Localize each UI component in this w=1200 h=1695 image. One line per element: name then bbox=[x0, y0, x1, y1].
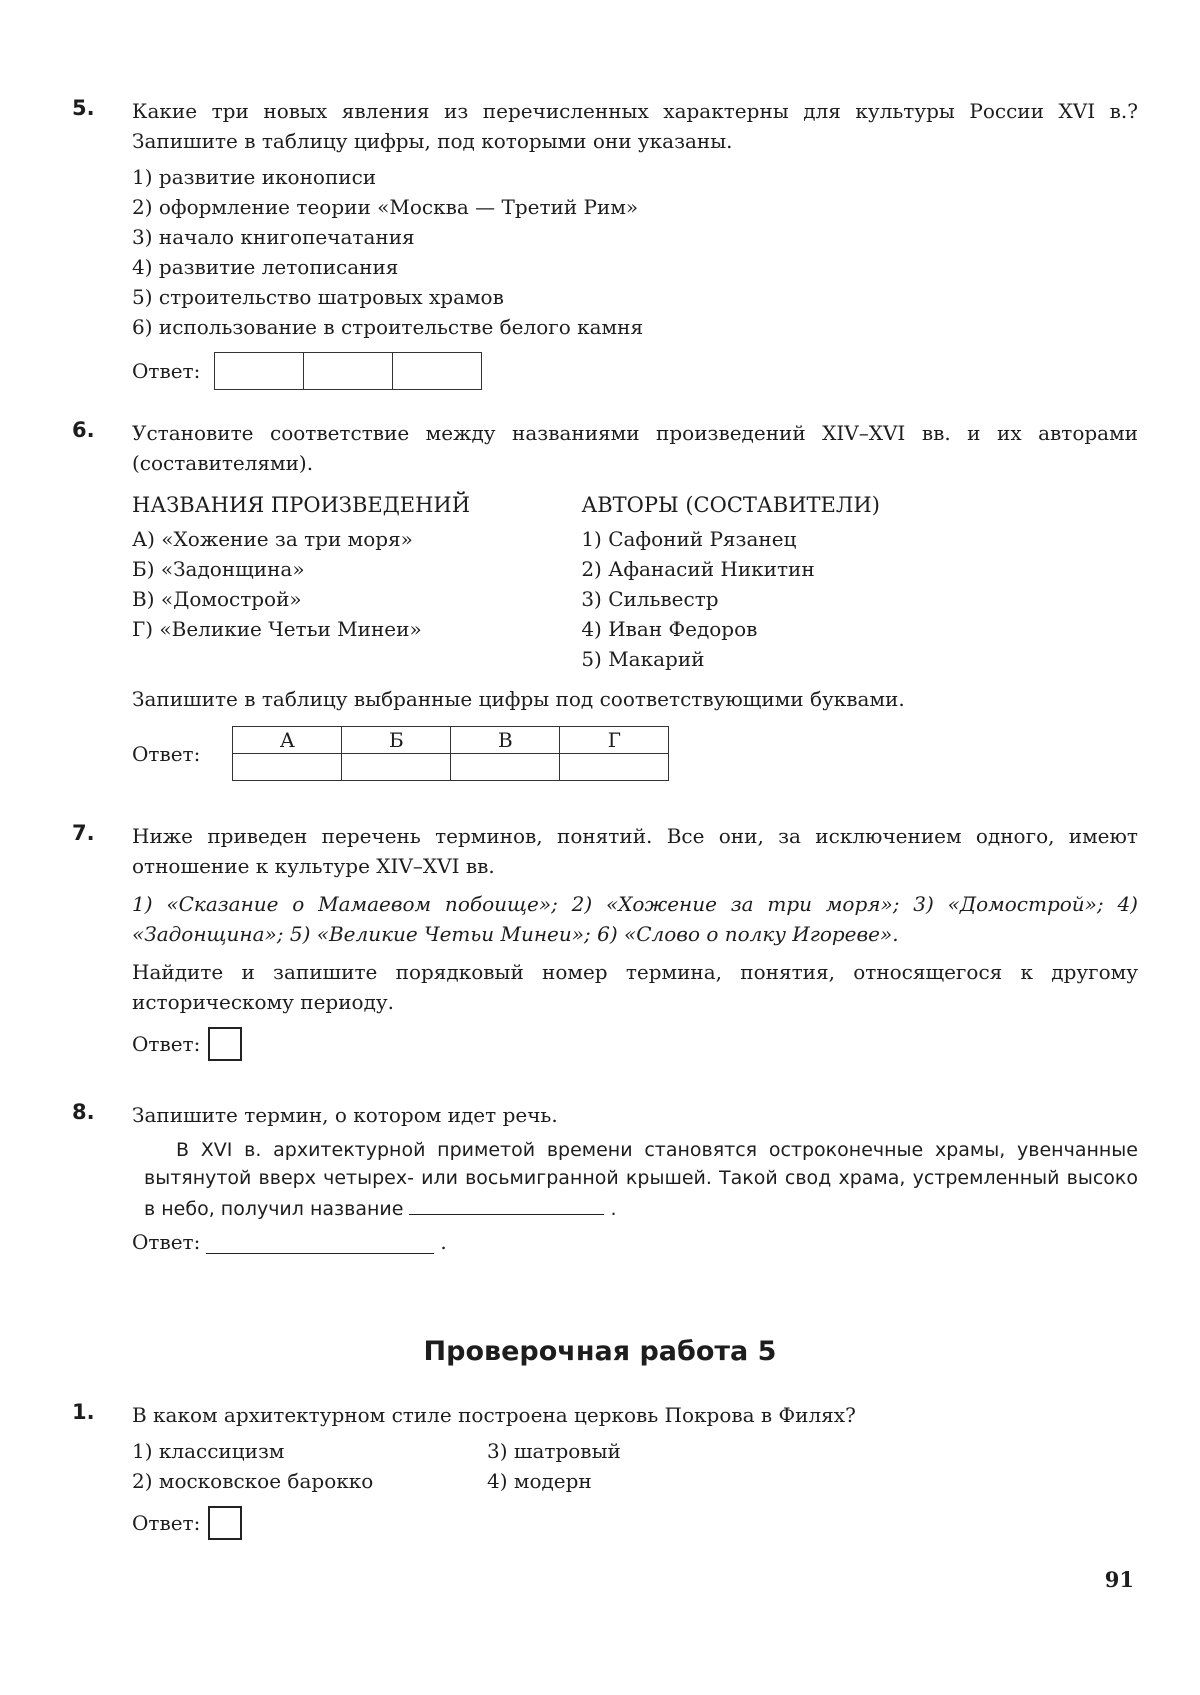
option: 1) классицизм bbox=[132, 1439, 285, 1463]
answer-cell[interactable] bbox=[304, 353, 393, 389]
letter-row bbox=[233, 727, 669, 754]
answer-row bbox=[132, 1027, 1138, 1061]
terms-list: 1) «Сказание о Мамаевом побоище»; 2) «Хожение за три моря»; 3) «Домострой»; 4) «Задонщина»; 5) «Великие Четьи Минеи»; 6) «Слово о полку Игореве». bbox=[132, 892, 1138, 946]
option: 3) начало книгопечатания bbox=[132, 225, 415, 249]
answer-blank[interactable] bbox=[206, 1231, 434, 1254]
answer-table bbox=[232, 726, 669, 781]
answer-label: Ответ: bbox=[132, 741, 201, 766]
passage-text: В XVI в. архитектурной приметой времени становятся остроконечные храмы, увенчанные вытянутой вверх четырех- или восьмигранной крышей. Такой свод храма, устремленный высоко в небо, получил название bbox=[144, 1139, 1138, 1220]
section-title: Проверочная работа 5 bbox=[423, 1336, 777, 1367]
author-item: 2) Афанасий Никитин bbox=[581, 557, 815, 581]
answer-box[interactable] bbox=[208, 1027, 242, 1061]
period: . bbox=[440, 1230, 447, 1254]
question-number: 1. bbox=[72, 1400, 95, 1424]
question-text: Установите соответствие между названиями произведений XIV–XVI вв. и их авторами (составителями). bbox=[132, 421, 1138, 475]
answer-label: Ответ: bbox=[132, 359, 201, 383]
work5-question-1 bbox=[72, 1400, 1138, 1540]
column-heading: НАЗВАНИЯ ПРОИЗВЕДЕНИЙ bbox=[132, 493, 471, 517]
option: 3) шатровый bbox=[487, 1439, 621, 1463]
question-8 bbox=[72, 1100, 1138, 1257]
answer-row bbox=[132, 352, 1138, 390]
question-number: 7. bbox=[72, 821, 95, 845]
answer-cell[interactable] bbox=[451, 754, 560, 781]
passage-blank[interactable] bbox=[409, 1192, 604, 1215]
option: 5) строительство шатровых храмов bbox=[132, 285, 504, 309]
question-number: 6. bbox=[72, 418, 95, 442]
answer-row-cells bbox=[233, 754, 669, 781]
author-item: 5) Макарий bbox=[581, 647, 705, 671]
passage: В XVI в. архитектурной приметой времени становятся остроконечные храмы, увенчанные вытянутой вверх четырех- или восьмигранной крышей. Такой свод храма, устремленный высоко в небо, получил название . bbox=[144, 1139, 1138, 1220]
letter-cell: А bbox=[233, 727, 342, 754]
author-item: 3) Сильвестр bbox=[581, 587, 719, 611]
answer-cell[interactable] bbox=[215, 353, 304, 389]
letter-cell: В bbox=[451, 727, 560, 754]
page-number: 91 bbox=[1104, 1567, 1134, 1592]
answer-row bbox=[132, 1227, 1138, 1257]
option: 2) оформление теории «Москва — Третий Рим» bbox=[132, 195, 639, 219]
answer-box[interactable] bbox=[208, 1506, 242, 1540]
option: 2) московское барокко bbox=[132, 1469, 374, 1493]
option: 1) развитие иконописи bbox=[132, 165, 377, 189]
instruction-text: Запишите в таблицу выбранные цифры под соответствующими буквами. bbox=[132, 687, 905, 711]
author-item: 1) Сафоний Рязанец bbox=[581, 527, 797, 551]
question-6 bbox=[72, 418, 1138, 781]
work-item: А) «Хожение за три моря» bbox=[132, 527, 413, 551]
answer-label: Ответ: bbox=[132, 1511, 201, 1535]
letter-cell: Г bbox=[560, 727, 669, 754]
work-item: Г) «Великие Четьи Минеи» bbox=[132, 617, 422, 641]
answer-cell[interactable] bbox=[342, 754, 451, 781]
option: 4) модерн bbox=[487, 1469, 592, 1493]
answer-row bbox=[132, 726, 1138, 781]
question-7 bbox=[72, 821, 1138, 1061]
answer-label: Ответ: bbox=[132, 1230, 201, 1254]
work-item: В) «Домострой» bbox=[132, 587, 302, 611]
options-list bbox=[132, 162, 1138, 342]
question-number: 8. bbox=[72, 1100, 95, 1124]
work-item: Б) «Задонщина» bbox=[132, 557, 305, 581]
author-item: 4) Иван Федоров bbox=[581, 617, 758, 641]
options-grid bbox=[132, 1436, 1138, 1496]
answer-cell[interactable] bbox=[233, 754, 342, 781]
option: 6) использование в строительстве белого камня bbox=[132, 315, 644, 339]
question-text: Запишите термин, о котором идет речь. bbox=[132, 1103, 558, 1127]
answer-row bbox=[132, 1506, 1138, 1540]
question-text: В каком архитектурном стиле построена церковь Покрова в Филях? bbox=[132, 1403, 856, 1427]
option: 4) развитие летописания bbox=[132, 255, 399, 279]
answer-cell[interactable] bbox=[393, 353, 481, 389]
question-text: Ниже приведен перечень терминов, понятий. Все они, за исключением одного, имеют отношение к культуре XIV–XVI вв. bbox=[132, 824, 1138, 878]
question-text: Какие три новых явления из перечисленных характерны для культуры России XVI в.? Запишите в таблицу цифры, под которыми они указаны. bbox=[132, 99, 1138, 153]
answer-cells bbox=[214, 352, 482, 390]
instruction-text: Найдите и запишите порядковый номер термина, понятия, относящегося к другому историческому периоду. bbox=[132, 960, 1138, 1014]
authors-column bbox=[581, 490, 1138, 674]
question-5 bbox=[72, 96, 1138, 390]
works-column bbox=[132, 490, 581, 674]
answer-label: Ответ: bbox=[132, 1032, 201, 1056]
matching-columns bbox=[132, 490, 1138, 674]
letter-cell: Б bbox=[342, 727, 451, 754]
question-number: 5. bbox=[72, 96, 95, 120]
answer-cell[interactable] bbox=[560, 754, 669, 781]
column-heading: АВТОРЫ (СОСТАВИТЕЛИ) bbox=[581, 493, 880, 517]
